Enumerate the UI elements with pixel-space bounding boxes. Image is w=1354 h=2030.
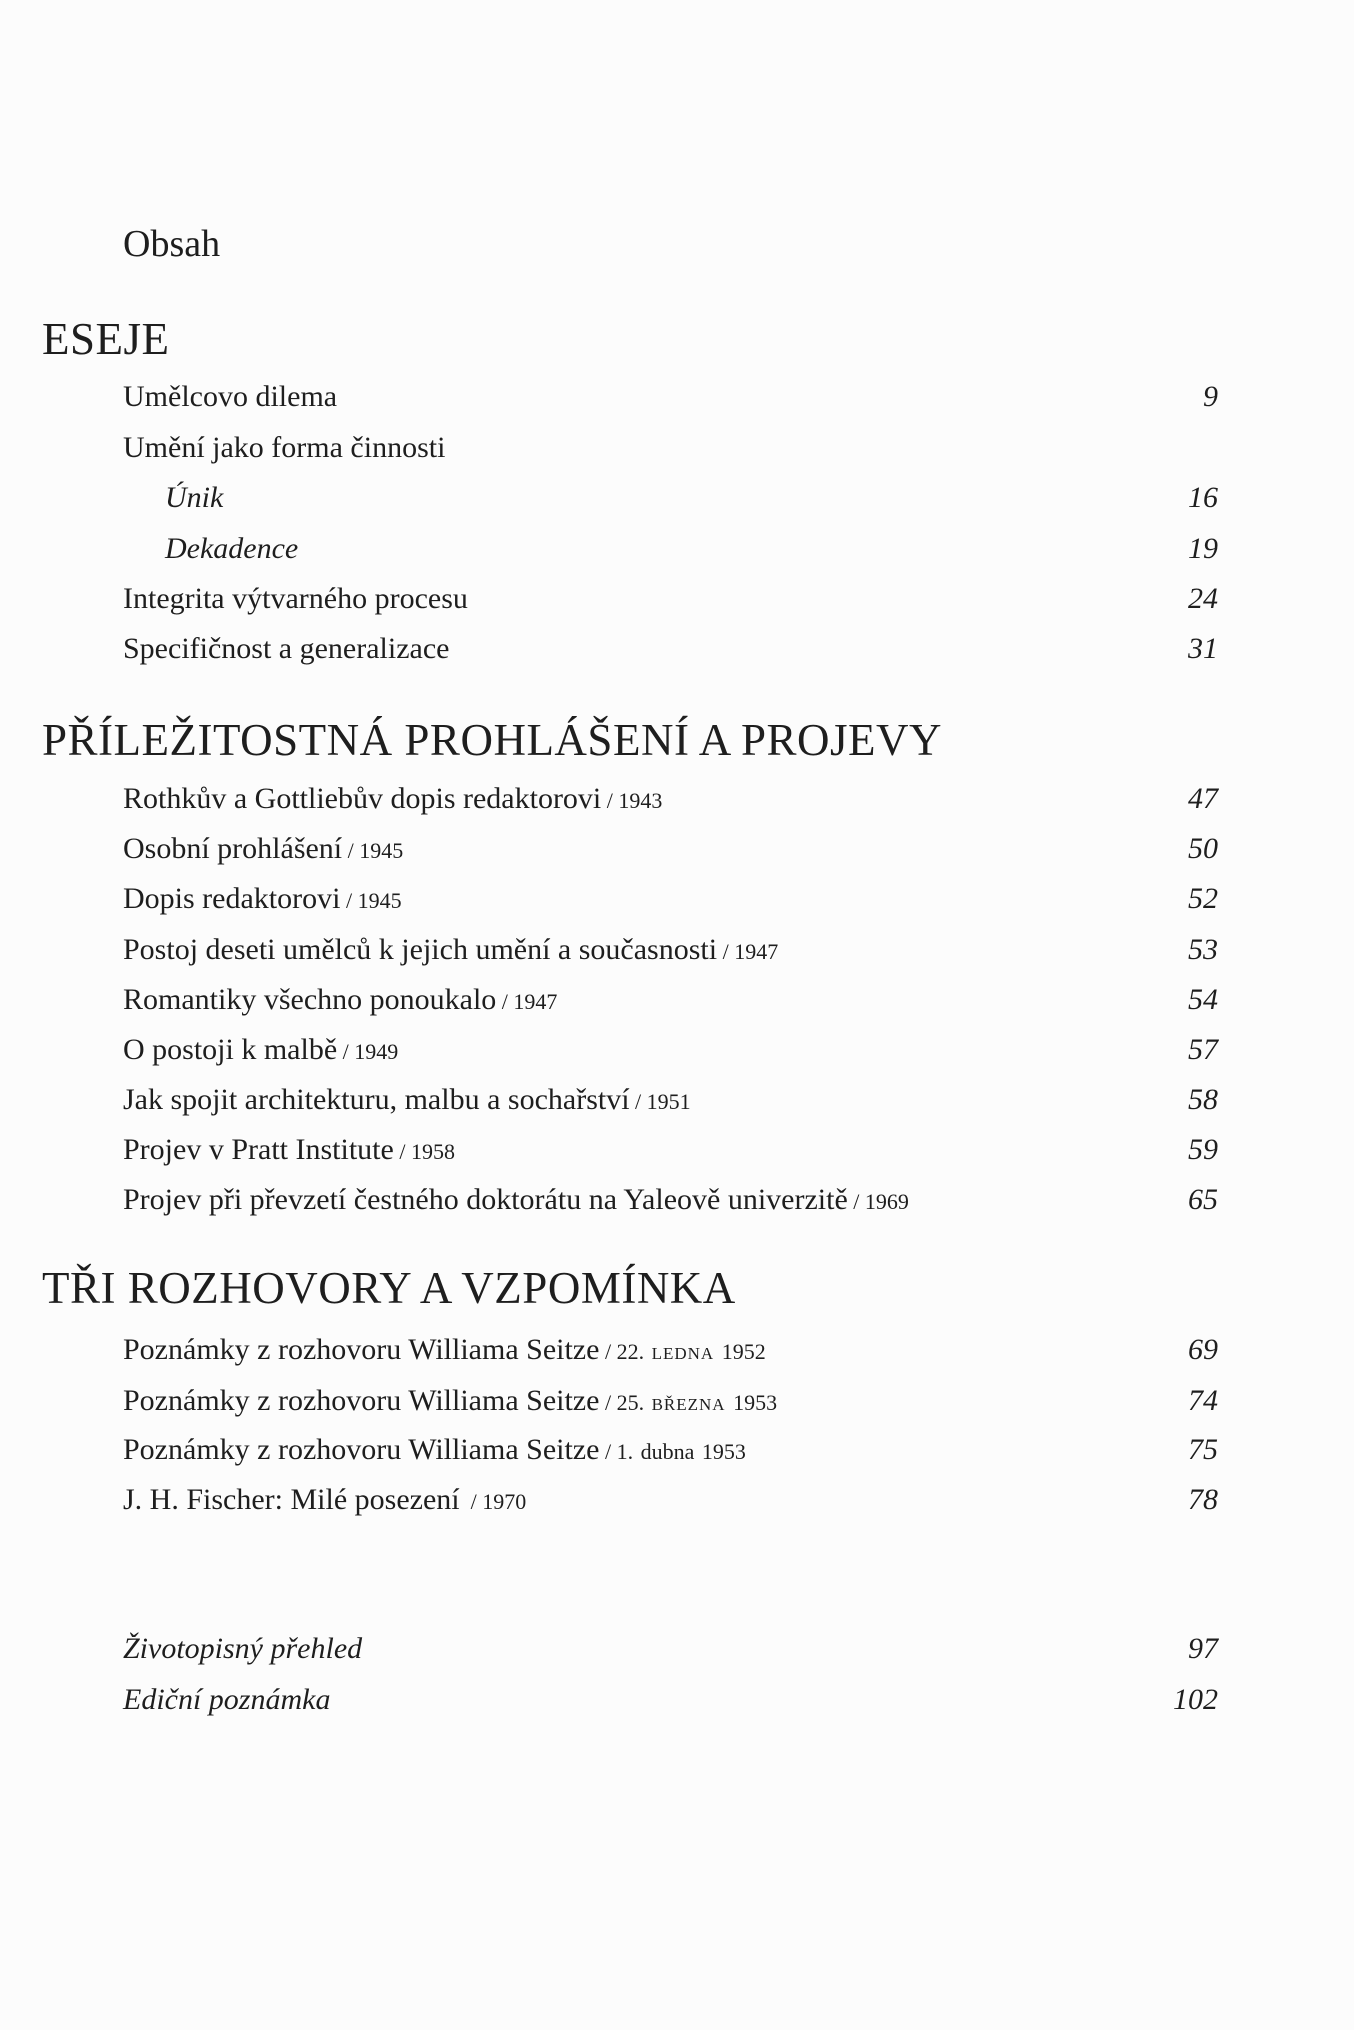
toc-entry[interactable] — [123, 1381, 1218, 1421]
entry-title: Dopis redaktorovi — [123, 882, 341, 915]
entry-title: Romantiky všechno ponoukalo — [123, 983, 497, 1016]
page-number: 74 — [1188, 1384, 1218, 1417]
entry-day: 22. — [616, 1339, 645, 1364]
entry-title: Integrita výtvarného procesu — [123, 582, 468, 615]
entry-year: 1947 — [513, 989, 558, 1014]
section-heading-rozhovory: TŘI ROZHOVORY A VZPOMÍNKA — [42, 1263, 736, 1313]
separator: / — [337, 1039, 355, 1064]
toc-entry[interactable] — [123, 377, 1218, 417]
entry-day: 25. — [616, 1390, 645, 1415]
entry-title: Specifičnost a generalizace — [123, 632, 450, 665]
toc-appendix-entry[interactable] — [123, 1680, 1218, 1720]
entry-title: Životopisný přehled — [123, 1632, 363, 1665]
entry-title: Dekadence — [165, 532, 299, 565]
page-number: 57 — [1188, 1033, 1218, 1066]
separator: / — [599, 1339, 617, 1364]
page-number: 9 — [1203, 380, 1218, 413]
entry-year: 1945 — [359, 838, 404, 863]
toc-entry[interactable] — [123, 779, 1218, 819]
page-number: 59 — [1188, 1133, 1218, 1166]
entry-title: Poznámky z rozhovoru Williama Seitze — [123, 1384, 600, 1417]
toc-entry[interactable] — [123, 1330, 1218, 1370]
entry-year: 1943 — [618, 788, 663, 813]
toc-subentry[interactable] — [123, 478, 1218, 518]
entry-month: BŘEZNA — [651, 1395, 726, 1414]
page-number: 58 — [1188, 1083, 1218, 1116]
entry-title: Poznámky z rozhovoru Williama Seitze — [123, 1433, 600, 1466]
toc-appendix-entry[interactable] — [123, 1629, 1218, 1669]
separator: / — [599, 1439, 617, 1464]
entry-year: 1952 — [721, 1339, 766, 1364]
page-number: 75 — [1188, 1433, 1218, 1466]
toc-entry[interactable] — [123, 1130, 1218, 1170]
entry-title: Projev v Pratt Institute — [123, 1133, 394, 1166]
entry-title: O postoji k malbě — [123, 1033, 338, 1066]
page-title: Obsah — [123, 223, 221, 265]
separator: / — [601, 788, 619, 813]
entry-day: 1. — [616, 1439, 634, 1464]
toc-entry[interactable] — [123, 1430, 1218, 1470]
entry-year: 1949 — [354, 1039, 399, 1064]
toc-entry[interactable] — [123, 1180, 1218, 1220]
entry-month: LEDNA — [651, 1344, 715, 1363]
page-number: 19 — [1188, 532, 1218, 565]
entry-title: Únik — [165, 481, 224, 514]
toc-entry[interactable] — [123, 930, 1218, 970]
entry-title: Umělcovo dilema — [123, 380, 338, 413]
section-heading-eseje: ESEJE — [42, 314, 170, 364]
entry-year: 1970 — [482, 1489, 527, 1514]
toc-entry[interactable] — [123, 579, 1218, 619]
page-number: 50 — [1188, 832, 1218, 865]
toc-entry[interactable] — [123, 829, 1218, 869]
separator: / — [393, 1139, 411, 1164]
page-number: 16 — [1188, 481, 1218, 514]
toc-entry[interactable] — [123, 1030, 1218, 1070]
page-number: 97 — [1188, 1632, 1218, 1665]
toc-entry[interactable] — [123, 1480, 1218, 1520]
page-number: 102 — [1173, 1683, 1218, 1716]
page-number: 54 — [1188, 983, 1218, 1016]
entry-title: Umění jako forma činnosti — [123, 431, 446, 464]
entry-title: Postoj deseti umělců k jejich umění a současnosti — [123, 933, 718, 966]
separator: / — [717, 939, 735, 964]
entry-year: 1969 — [864, 1189, 909, 1214]
entry-year: 1947 — [734, 939, 779, 964]
entry-month: dubna — [640, 1439, 695, 1464]
page-number: 65 — [1188, 1183, 1218, 1216]
toc-entry[interactable] — [123, 1080, 1218, 1120]
toc-entry[interactable] — [123, 629, 1218, 669]
page-number: 53 — [1188, 933, 1218, 966]
entry-title: Jak spojit architekturu, malbu a sochařství — [123, 1083, 630, 1116]
separator: / — [847, 1189, 865, 1214]
entry-year: 1951 — [646, 1089, 691, 1114]
separator: / — [342, 838, 360, 863]
entry-title: Osobní prohlášení — [123, 832, 343, 865]
entry-title: Poznámky z rozhovoru Williama Seitze — [123, 1333, 600, 1366]
separator: / — [459, 1489, 483, 1514]
toc-entry[interactable] — [123, 980, 1218, 1020]
page-number: 78 — [1188, 1483, 1218, 1516]
toc-entry[interactable] — [123, 879, 1218, 919]
section-heading-prohlaseni: PŘÍLEŽITOSTNÁ PROHLÁŠENÍ A PROJEVY — [42, 715, 942, 765]
entry-year: 1958 — [410, 1139, 455, 1164]
separator: / — [629, 1089, 647, 1114]
entry-year: 1945 — [357, 888, 402, 913]
page-number: 69 — [1188, 1333, 1218, 1366]
separator: / — [599, 1390, 617, 1415]
separator: / — [340, 888, 358, 913]
toc-entry[interactable] — [123, 428, 1218, 468]
toc-subentry[interactable] — [123, 529, 1218, 569]
entry-title: Projev při převzetí čestného doktorátu na Yaleově univerzitě — [123, 1183, 848, 1216]
page-number: 24 — [1188, 582, 1218, 615]
page-number: 47 — [1188, 782, 1218, 815]
separator: / — [496, 989, 514, 1014]
entry-title: J. H. Fischer: Milé posezení — [123, 1483, 460, 1516]
entry-title: Ediční poznámka — [123, 1683, 331, 1716]
entry-title: Rothkův a Gottliebův dopis redaktorovi — [123, 782, 602, 815]
page-number: 52 — [1188, 882, 1218, 915]
page-number: 31 — [1188, 632, 1218, 665]
entry-year: 1953 — [733, 1390, 778, 1415]
entry-year: 1953 — [701, 1439, 746, 1464]
